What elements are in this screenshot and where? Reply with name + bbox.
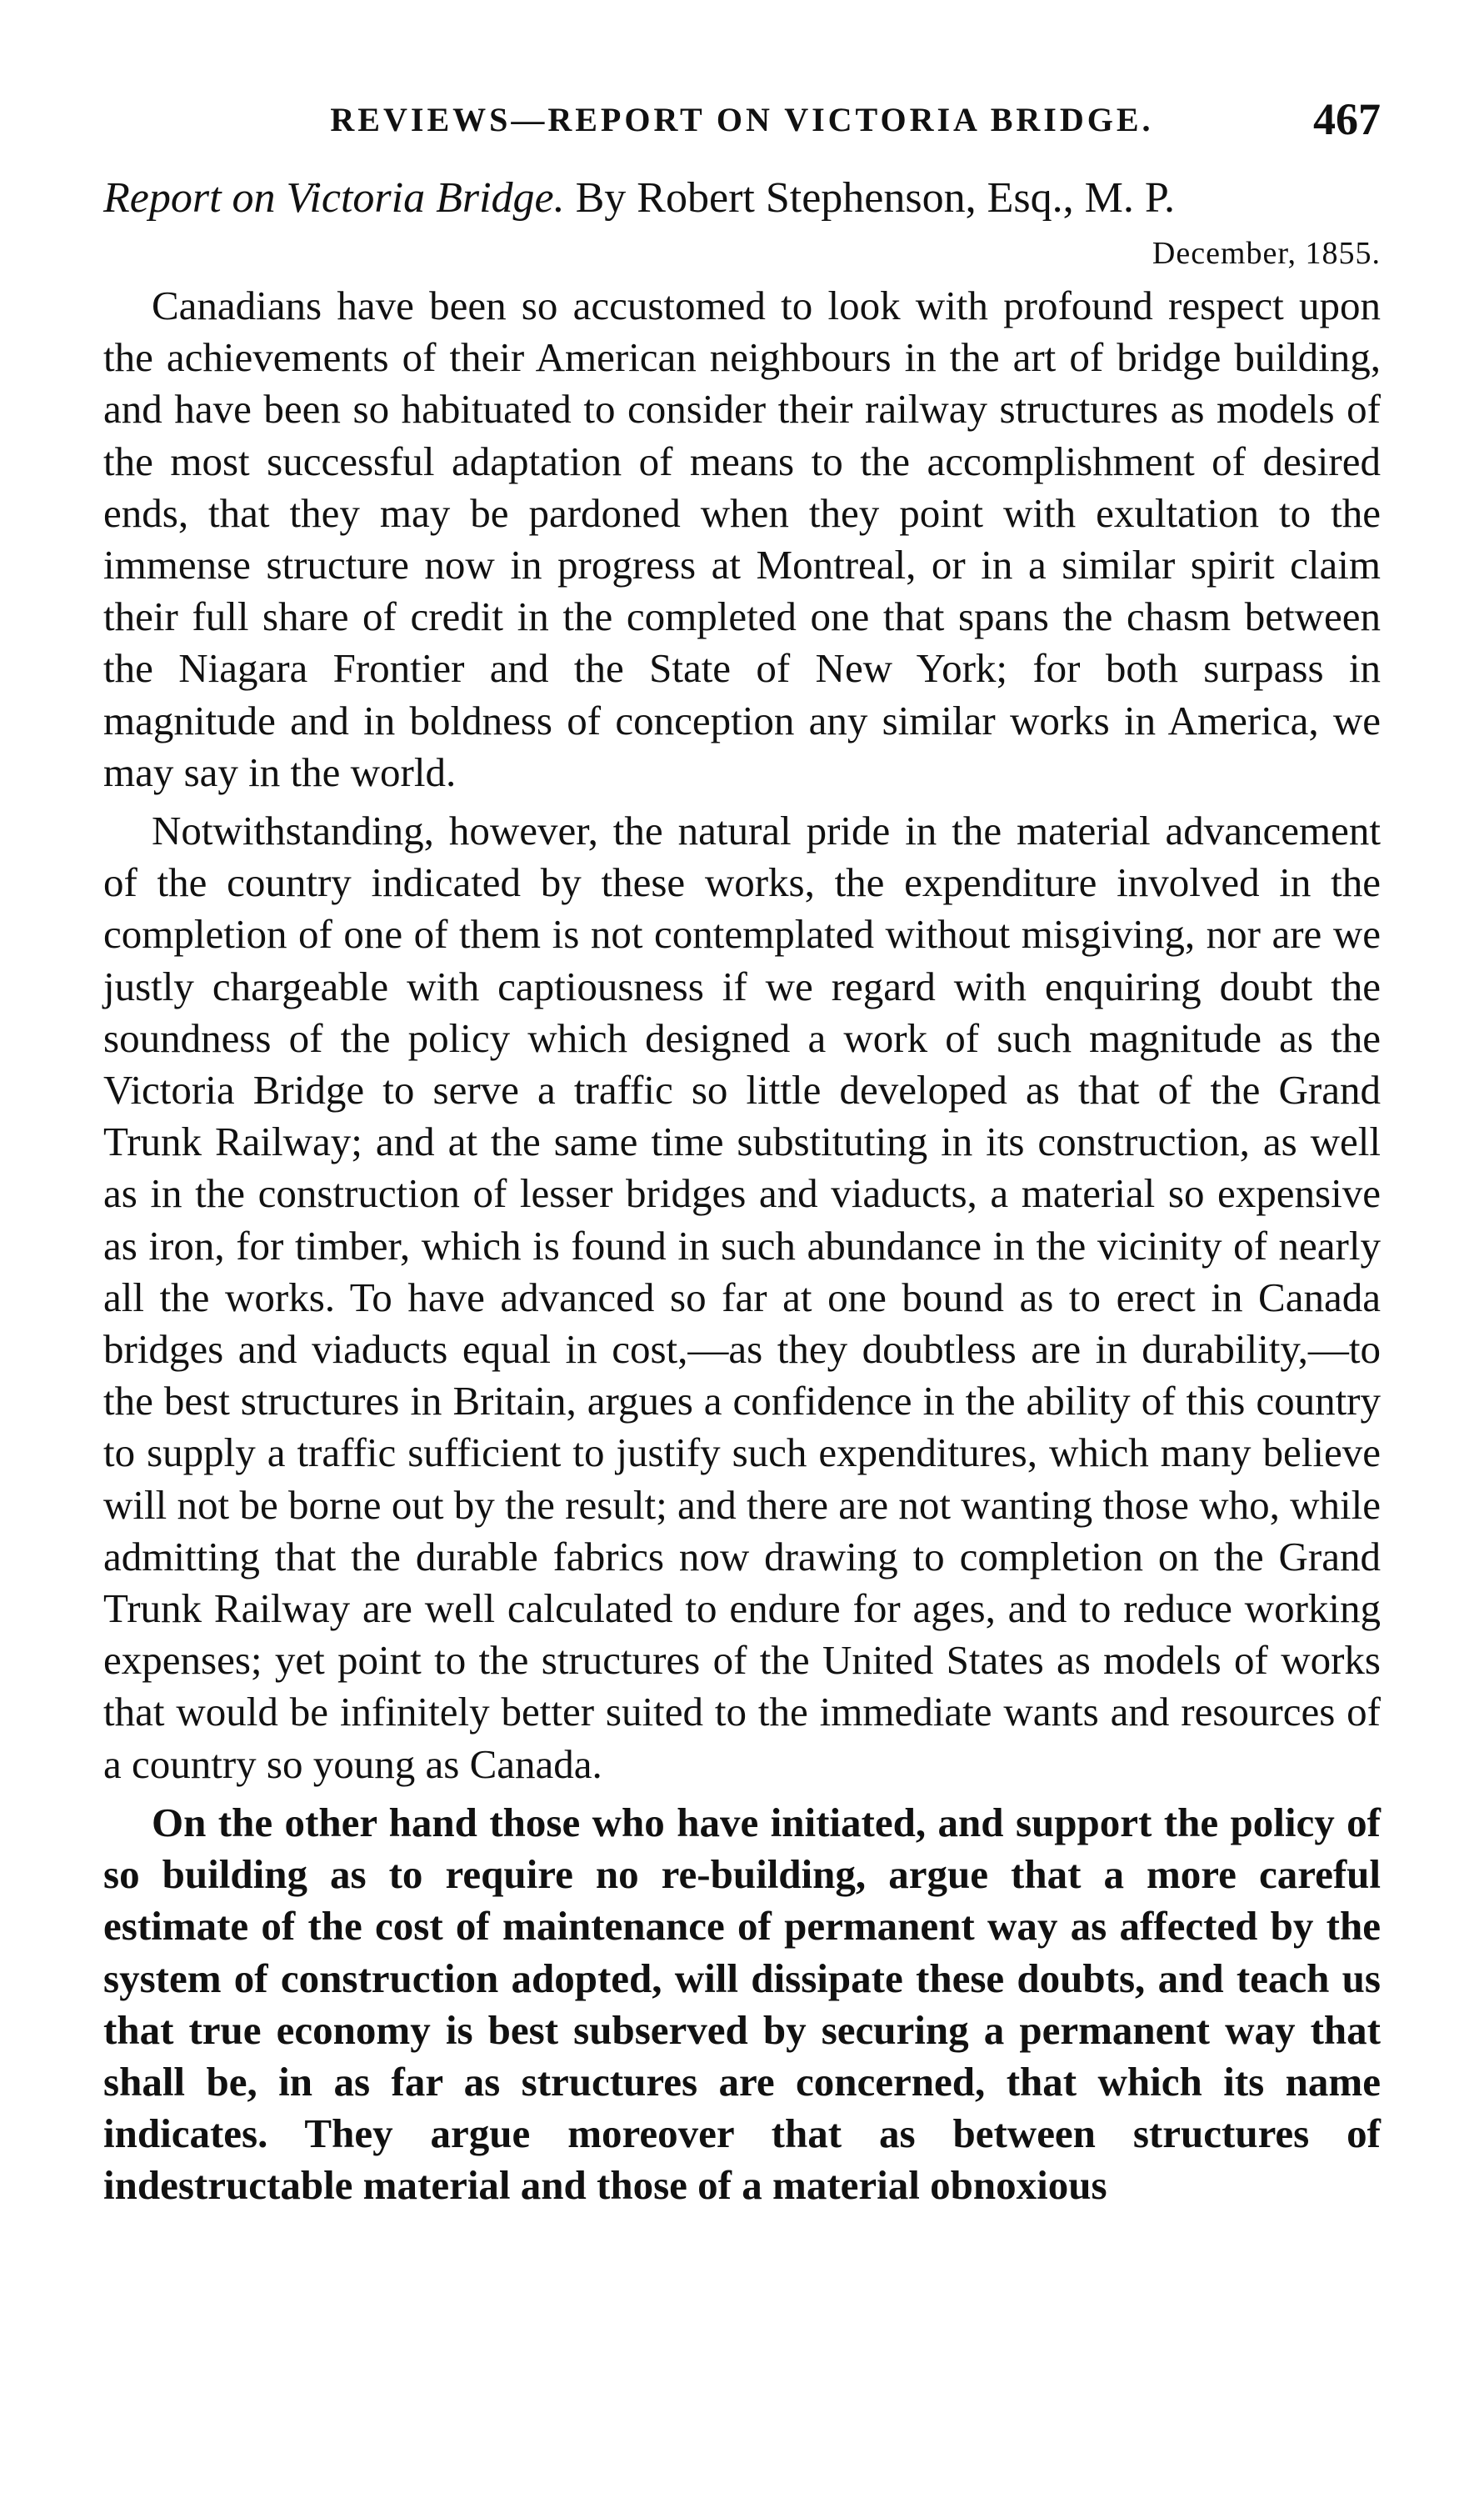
running-title: REVIEWS—REPORT ON VICTORIA BRIDGE. (330, 101, 1154, 138)
article-date: December, 1855. (1152, 236, 1381, 271)
article-body (103, 280, 1381, 2212)
article-title: Report on Victoria Bridge. (103, 174, 565, 222)
running-head (103, 93, 1381, 147)
paragraph: Canadians have been so accustomed to look with profound respect upon the achievements of their American neighbours in the art of bridge building, and have been so habituated to consider their railway structures as models of the most successful adaptation of means to the accomplishment of desired ends, that they may be pardoned when they point with exultation to the immense structure now in progress at Montreal, or in a similar spirit claim their full share of credit in the completed one that spans the chasm between the Niagara Frontier and the State of New York; for both surpass in magnitude and in boldness of conception any similar works in America, we may say in the world. (103, 283, 1381, 795)
article-byline: By Robert Stephenson, Esq., M. P. (575, 174, 1175, 222)
paragraph: On the other hand those who have initiated, and support the policy of so building as to require no re-building, argue that a more careful estimate of the cost of maintenance of permanent way as affected by the system of construction adopted, will dissipate these doubts, and teach us that true economy is best subserved by securing a permanent way that shall be, in as far as structures are concerned, that which its name indicates. They argue moreover that as between structures of indestructable material and those of a material obnoxious (103, 1799, 1381, 2209)
page-number: 467 (1313, 94, 1381, 144)
article-heading (103, 172, 1381, 225)
paragraph: Notwithstanding, however, the natural pride in the material advancement of the country indicated by these works, the expenditure involved in the completion of one of them is not contemplated without misgiving, nor are we justly chargeable with captiousness if we regard with enquiring doubt the soundness of the policy which designed a work of such magnitude as the Victoria Bridge to serve a traffic so little developed as that of the Grand Trunk Railway; and at the same time substituting in its construction, as well as in the construction of lesser bridges and viaducts, a material so expensive as iron, for timber, which is found in such abundance in the vicinity of nearly all the works. To have advanced so far at one bound as to erect in Canada bridges and viaducts equal in cost,—as they doubtless are in durability,—to the best structures in Britain, argues a confidence in the ability of this country to supply a traffic sufficient to justify such expenditures, which many believe will not be borne out by the result; and there are not wanting those who, while admitting that the durable fabrics now drawing to completion on the Grand Trunk Railway are well calculated to endure for ages, and to reduce working expenses; yet point to the structures of the United States as models of works that would be infinitely better suited to the immediate wants and resources of a country so young as Canada. (103, 808, 1381, 1787)
